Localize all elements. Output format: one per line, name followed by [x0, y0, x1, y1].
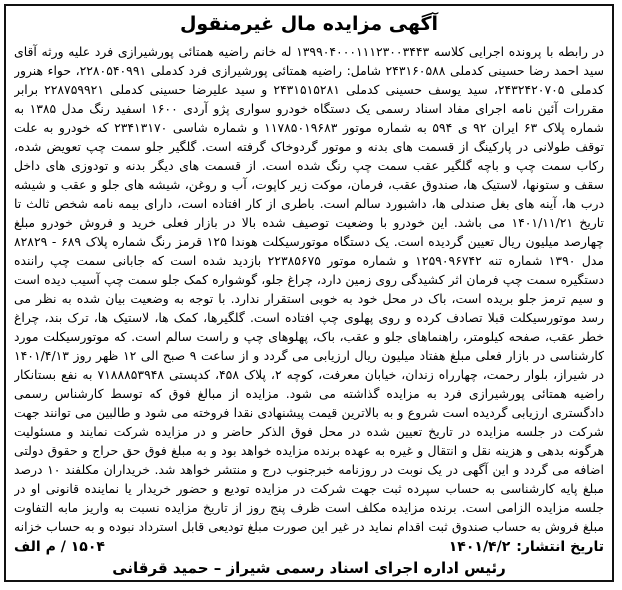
publication-date-value: ۱۴۰۱/۴/۲: [448, 539, 511, 555]
publication-date: [449, 538, 604, 556]
notice-footer: [14, 538, 604, 578]
signature-line: رئیس اداره اجرای اسناد رسمی شیراز – حمید قرقانی: [112, 559, 506, 577]
notice-frame: [4, 4, 614, 582]
notice-title: آگهی مزایده مال غیرمنقول: [179, 13, 439, 35]
notice-body: در رابطه با پرونده اجرایی کلاسه ۱۳۹۹۰۴۰۰۰۱۱۱۲۳۰۰۳۴۴۳ له خانم راضیه همتائی پورشیرازی فرد علیه ورثه آقای سید احمد رضا حسینی کدملی ۲۴۳۱۶۰۵۸۸ شامل: راضیه همتائی پورشیرازی فرد کدملی ۲۲۸۰۵۴۰۹۹۱، حواء هنرور کدملی ۲۴۳۲۴۲۰۷۰۵، سید یوسف حسینی کدملی ۲۴۳۱۵۱۵۲۸۱ و سید علیرضا حسینی کدملی ۲۲۸۷۵۹۹۲۱ برابر مقررات آئین نامه اجرای مفاد اسناد رسمی یک دستگاه خودرو سواری پژو آردی ۱۶۰۰ اسفید رنگ مدل ۱۳۸۵ به شماره پلاک ۶۳ ایران ۹۲ ی ۵۹۴ به شماره موتور ۱۱۷۸۵۰۱۹۶۸۳ و شماره شاسی ۲۳۴۱۳۱۷۰ که خودرو به علت توقف طولانی در پارکینگ از قسمت های بدنه و موتور گردوخاک گرفته است. گلگیر جلو سمت چپ تعویض شده، رکاب سمت چپ و باچه گلگیر عقب سمت چپ رنگ شده است. از قسمت های دیگر بدنه و تودوزی های داخل سقف و ستونها، لاستیک ها، صندوق عقب، فرمان، موکت زیر کاپوت، آب و روغن، شیشه های جلو و عقب و شیشه درب ها، آینه های بغل صندلی ها، داشبورد سالم است. باطری از کار افتاده است، دارای بیمه نامه شخص ثالث تا تاریخ ۱۴۰۱/۱۱/۲۱ می باشد. این خودرو با وضعیت توصیف شده بالا در بازار فعلی خرید و فروش خودرو مبلغ چهارصد میلیون ریال تعیین گردیده است. یک دستگاه موتورسیکلت هوندا ۱۲۵ قرمز رنگ شماره پلاک ۶۸۹ - ۸۲۸۲۹ مدل ۱۳۹۰ شماره تنه ۱۲۵۹۰۹۶۷۴۲ و شماره موتور ۲۲۳۸۵۶۷۵ بازدید شده است که جابانی سمت چپ راننده دستگیره سمت چپ فرمان اثر کشیدگی روی زمین دارد، چراغ جلو، گوشواره کمک جلو سمت چپ آسیب دیده است و سیم ترمز جلو بریده است، باک در محل خود به خوبی استقرار ندارد. با توجه به وضعیت بیان شده به نظر می رسد موتورسیکلت قبلا تصادف کرده و روی پهلوی چپ افتاده است. گلگیرها، کمک ها، لاستیک ها، ترک بند، چراغ خطر عقب، صفحه کیلومتر، راهنماهای جلو و عقب، باک، پهلوهای چپ و راست سالم است. که موتورسیکلت مورد کارشناسی در بازار فعلی مبلغ هفتاد میلیون ریال ارزیابی می گردد و از ساعت ۹ صبح الی ۱۲ ظهر روز ۱۴۰۱/۴/۱۳ در شیراز، بلوار رحمت، چهارراه زندان، خیابان معرفت، کوچه ۲، پلاک ۴۵۸، کدپستی ۷۱۸۸۸۵۳۹۴۸ به نفع بستانکار راضیه همتائی پورشیرازی فرد به مزایده گذاشته می شود. مزایده از مبالغ فوق که توسط کارشناس رسمی دادگستری ارزیابی گردیده است شروع و به بالاترین قیمت پیشنهادی نقدا فروخته می شود و طالبین می توانند جهت شرکت در جلسه مزایده در تاریخ تعیین شده در محل فوق الذکر حاضر و در مزایده شرکت نمایند و مسئولیت هرگونه بدهی و هزینه نقل و انتقال و غیره به عهده برنده مزایده خواهد بود و به مبلغ فوق حق حراج و حقوق دولتی اضافه می گردد و این آگهی در یک نوبت در روزنامه خبرجنوب درج و منتشر خواهد شد. خریداران مکلفند ۱۰ درصد مبلغ پایه کارشناسی به حساب سپرده ثبت جهت شرکت در مزایده تودیع و حضور خریدار یا نماینده قانونی او در جلسه مزایده الزامی است. برنده مزایده مکلف است ظرف پنج روز از تاریخ مزایده نسبت به واریز مابه التفاوت مبلغ فروش به حساب صندوق ثبت اقدام نماید در غیر این صورت مبلغ تودیعی قابل استرداد نبوده و به حساب خزانه: [14, 44, 604, 534]
publication-date-label: تاریخ انتشار:: [516, 539, 604, 555]
reference-number: ۱۵۰۴ / م الف: [14, 539, 105, 555]
